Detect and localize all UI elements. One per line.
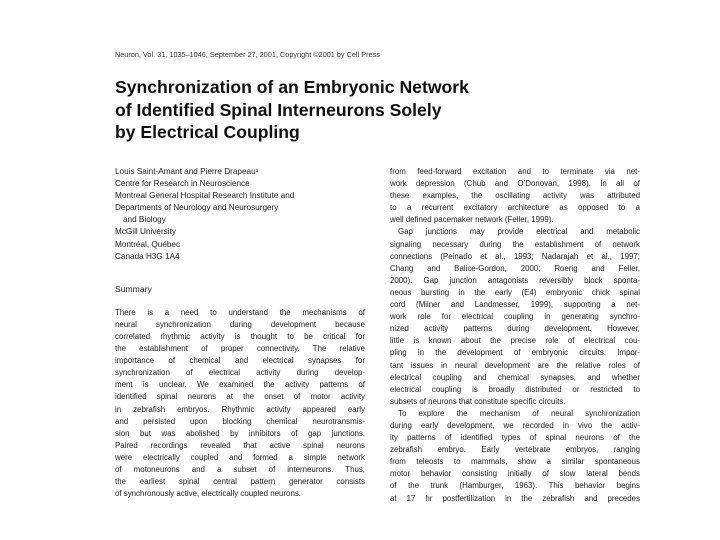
- summary-line: correlated rhythmic activity is thought to be critical for: [115, 331, 365, 341]
- text-line: subsets of neurons that constitute specific circuits.: [390, 396, 566, 406]
- summary-line: ment is unclear. We examined the activity patterns of: [115, 380, 365, 390]
- authors: Louis Saint-Amant and Pierre Drapeau¹: [115, 167, 259, 176]
- text-line: electrical coupling and chemical synapses, and whether: [390, 372, 640, 382]
- text-line: zebrafish embryo. Early vertebrate embryos, ranging: [390, 445, 640, 455]
- summary-line: the establishment of proper connectivity. The relative: [115, 344, 365, 354]
- title-line: by Electrical Coupling: [115, 122, 300, 142]
- summary-line: the earliest spinal central pattern generator consists: [115, 477, 365, 487]
- text-line: well defined pacemaker network (Feller, 1999).: [390, 215, 554, 225]
- right-column: [390, 166, 640, 505]
- text-line: Chang and Balice-Gordon, 2000; Roerig and Feller,: [390, 263, 640, 273]
- affiliation-line: Canada H3G 1A4: [115, 251, 180, 261]
- text-line: signaling necessary during the establishment of network: [390, 239, 640, 249]
- text-line: to a recurrent excitatory architecture as opposed to a: [390, 203, 640, 213]
- text-line: ity patterns of identified types of spinal neurons of the: [390, 433, 640, 443]
- introduction-text: [390, 166, 640, 505]
- text-line: neous bursting in the early (E4) embryonic chick spinal: [390, 287, 640, 297]
- text-line: little is known about the precise role of electrical cou-: [390, 336, 640, 346]
- summary-line: There is a need to understand the mechanisms of: [115, 307, 365, 317]
- text-line: nized activity patterns during development. However,: [390, 324, 640, 334]
- summary-heading: Summary: [115, 283, 152, 294]
- affiliation-line: and Biology: [123, 215, 166, 225]
- summary-line: were electrically coupled and formed a simple network: [115, 452, 365, 462]
- article-title: [115, 76, 615, 144]
- text-line: cord (Milner and Landmesser, 1999), supporting a net-: [390, 300, 640, 310]
- summary-line: synchronization of electrical activity during develop-: [115, 368, 365, 378]
- summary-line: of motoneurons and a subset of interneurons. Thus,: [115, 464, 365, 474]
- summary-line: sion but was abolished by inhibitors of gap junctions.: [115, 428, 365, 438]
- text-line: 2000). Gap junction antagonists reversibly block sponta-: [390, 275, 640, 285]
- text-line: these examples, the oscillating activity was attributed: [390, 191, 640, 201]
- title-line: of Identified Spinal Interneurons Solely: [115, 99, 442, 120]
- summary-line: identified spinal neurons at the onset of motor activity: [115, 392, 365, 402]
- text-line: from feed-forward excitation and to terminate via net-: [390, 167, 640, 176]
- text-line: of the trunk (Hamburger, 1963). This behavior begins: [390, 481, 640, 491]
- text-line: electrical coupling is broadly distributed or restricted to: [390, 384, 640, 394]
- summary-line: neural synchronization during development because: [115, 319, 365, 329]
- text-line: motor behavior consisting initially of slow lateral bends: [390, 469, 640, 479]
- text-line: work depression (Chub and O’Donovan, 1998). In all of: [390, 179, 640, 189]
- title-line: Synchronization of an Embryonic Network: [115, 77, 469, 97]
- text-line: during early development, we recorded in vivo the activ-: [390, 420, 640, 430]
- left-column: [115, 166, 365, 500]
- summary-text: [115, 307, 365, 501]
- affiliation-line: Montreal General Hospital Research Institute and: [115, 191, 295, 201]
- affiliation-line: Departments of Neurology and Neurosurgery: [115, 203, 279, 213]
- text-line: tant issues in neural development are the relative roles of: [390, 360, 640, 370]
- text-line: pling in the development of embryonic circuits. Impor-: [390, 348, 640, 358]
- summary-line: Paired recordings revealed that active spinal neurons: [115, 440, 365, 450]
- summary-line: in zebrafish embryos. Rhythmic activity appeared early: [115, 404, 365, 414]
- text-line: at 17 hr postfertilization in the zebrafish and precedes: [390, 493, 640, 503]
- summary-line: and persisted upon blocking chemical neurotransmis-: [115, 416, 365, 426]
- summary-line: of synchronously active, electrically coupled neurons.: [115, 489, 301, 499]
- author-affiliation: [115, 166, 365, 263]
- affiliation-line: Montréal, Québec: [115, 239, 181, 249]
- affiliation-line: Centre for Research in Neuroscience: [115, 179, 250, 189]
- text-line: work role for electrical coupling in generating synchro-: [390, 312, 640, 322]
- text-line: connections (Peinado et al., 1993; Nadarajah et al., 1997;: [390, 251, 640, 261]
- text-line: To explore the mechanism of neural synchronization: [398, 408, 640, 418]
- text-line: from teleosts to mammals, show a similar spontaneous: [390, 457, 640, 467]
- text-line: Gap junctions may provide electrical and metabolic: [398, 227, 640, 237]
- summary-line: importance of chemical and electrical synapses for: [115, 356, 365, 366]
- citation-header: Neuron, Vol. 31, 1035–1046, September 27, 2001, Copyright ©2001 by Cell Press: [115, 50, 380, 59]
- affiliation-line: McGill University: [115, 227, 176, 237]
